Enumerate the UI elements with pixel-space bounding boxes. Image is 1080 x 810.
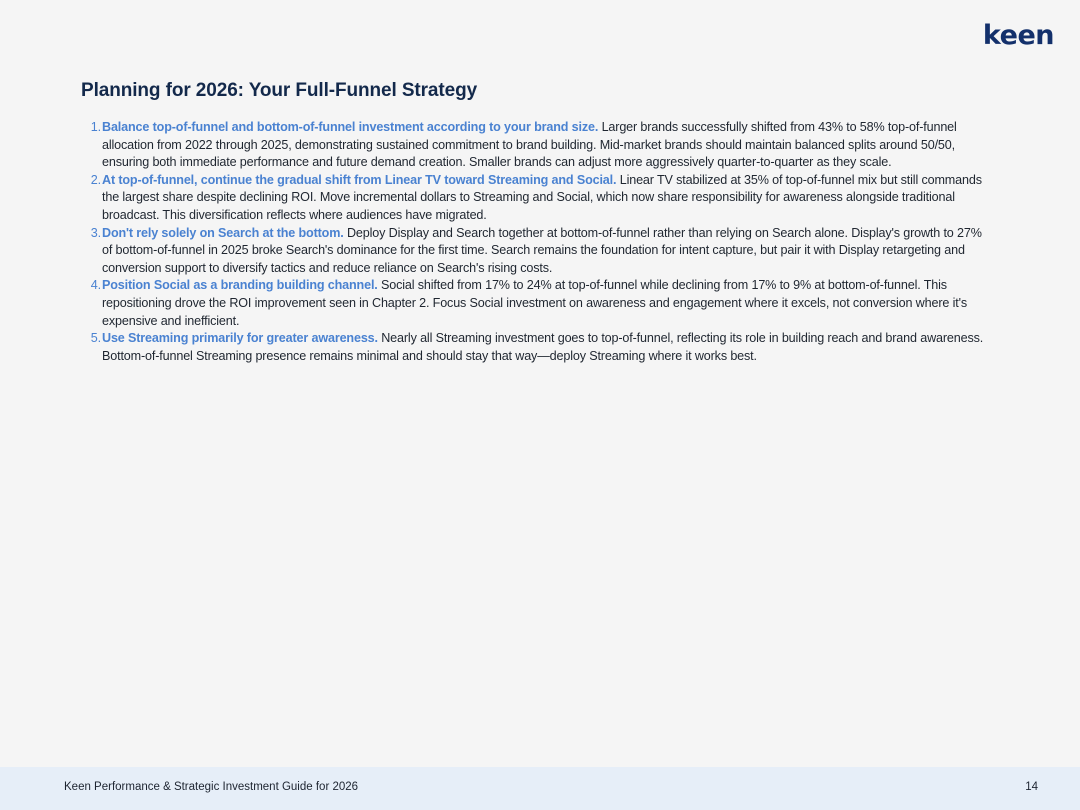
- footer-text: Keen Performance & Strategic Investment Guide for 2026: [64, 781, 359, 793]
- list-item: [90, 225, 987, 278]
- keen-logo: keen: [982, 20, 1054, 51]
- list-item-lead: Position Social as a branding building channel.: [102, 278, 378, 293]
- list-item-body: Social shifted from 17% to 24% at top-of-funnel while declining from 17% to 9% at bottom-of-funnel. This repositioning drove the ROI improvement seen in Chapter 2. Focus Social investment on awareness and engagement where it excels, not conversion where it's expensive and inefficient.: [102, 278, 967, 328]
- list-item-body: Linear TV stabilized at 35% of top-of-funnel mix but still commands the largest share despite declining ROI. Move incremental dollars to Streaming and Social, which now share responsibility for awareness alongside traditional broadcast. This diversification reflects where audiences have migrated.: [102, 172, 982, 222]
- list-item-body: Deploy Display and Search together at bottom-of-funnel rather than relying on Search alone. Display's growth to 27% of bottom-of-funnel in 2025 broke Search's dominance for the first time. Search remains the foundation for intent capture, but pair it with Display retargeting and conversion support to diversify tactics and reduce reliance on Search's rising costs.: [102, 225, 982, 275]
- recommendations-list: [90, 119, 987, 365]
- list-item-lead: Balance top-of-funnel and bottom-of-funnel investment according to your brand size.: [102, 120, 599, 134]
- list-item-number: 2.: [90, 172, 101, 187]
- list-item: [90, 172, 987, 225]
- list-item-lead: At top-of-funnel, continue the gradual shift from Linear TV toward Streaming and Social.: [102, 172, 617, 187]
- list-item-lead: Don't rely solely on Search at the bottom.: [102, 225, 344, 240]
- list-item-number: 3.: [90, 225, 101, 240]
- list-item: [90, 330, 987, 365]
- page-number: 14: [1025, 781, 1038, 793]
- list-item: [90, 119, 987, 172]
- page-title: Planning for 2026: Your Full-Funnel Strategy: [81, 80, 478, 101]
- list-item: [90, 277, 987, 330]
- list-item-number: 4.: [90, 278, 101, 293]
- list-item-body: Larger brands successfully shifted from 43% to 58% top-of-funnel allocation from 2022 through 2025, demonstrating sustained commitment to brand building. Mid-market brands should maintain balanced splits around 50/50, ensuring both immediate performance and future demand creation. Smaller brands can adjust more aggressively quarter-to-quarter as they scale.: [102, 120, 957, 170]
- list-item-body: Nearly all Streaming investment goes to top-of-funnel, reflecting its role in building reach and brand awareness. Bottom-of-funnel Streaming presence remains minimal and should stay that way—deploy Streaming where it works best.: [102, 331, 984, 363]
- list-item-lead: Use Streaming primarily for greater awareness.: [102, 331, 378, 346]
- list-item-number: 1.: [90, 120, 101, 134]
- list-item-number: 5.: [90, 331, 101, 346]
- page-footer: [0, 767, 1080, 810]
